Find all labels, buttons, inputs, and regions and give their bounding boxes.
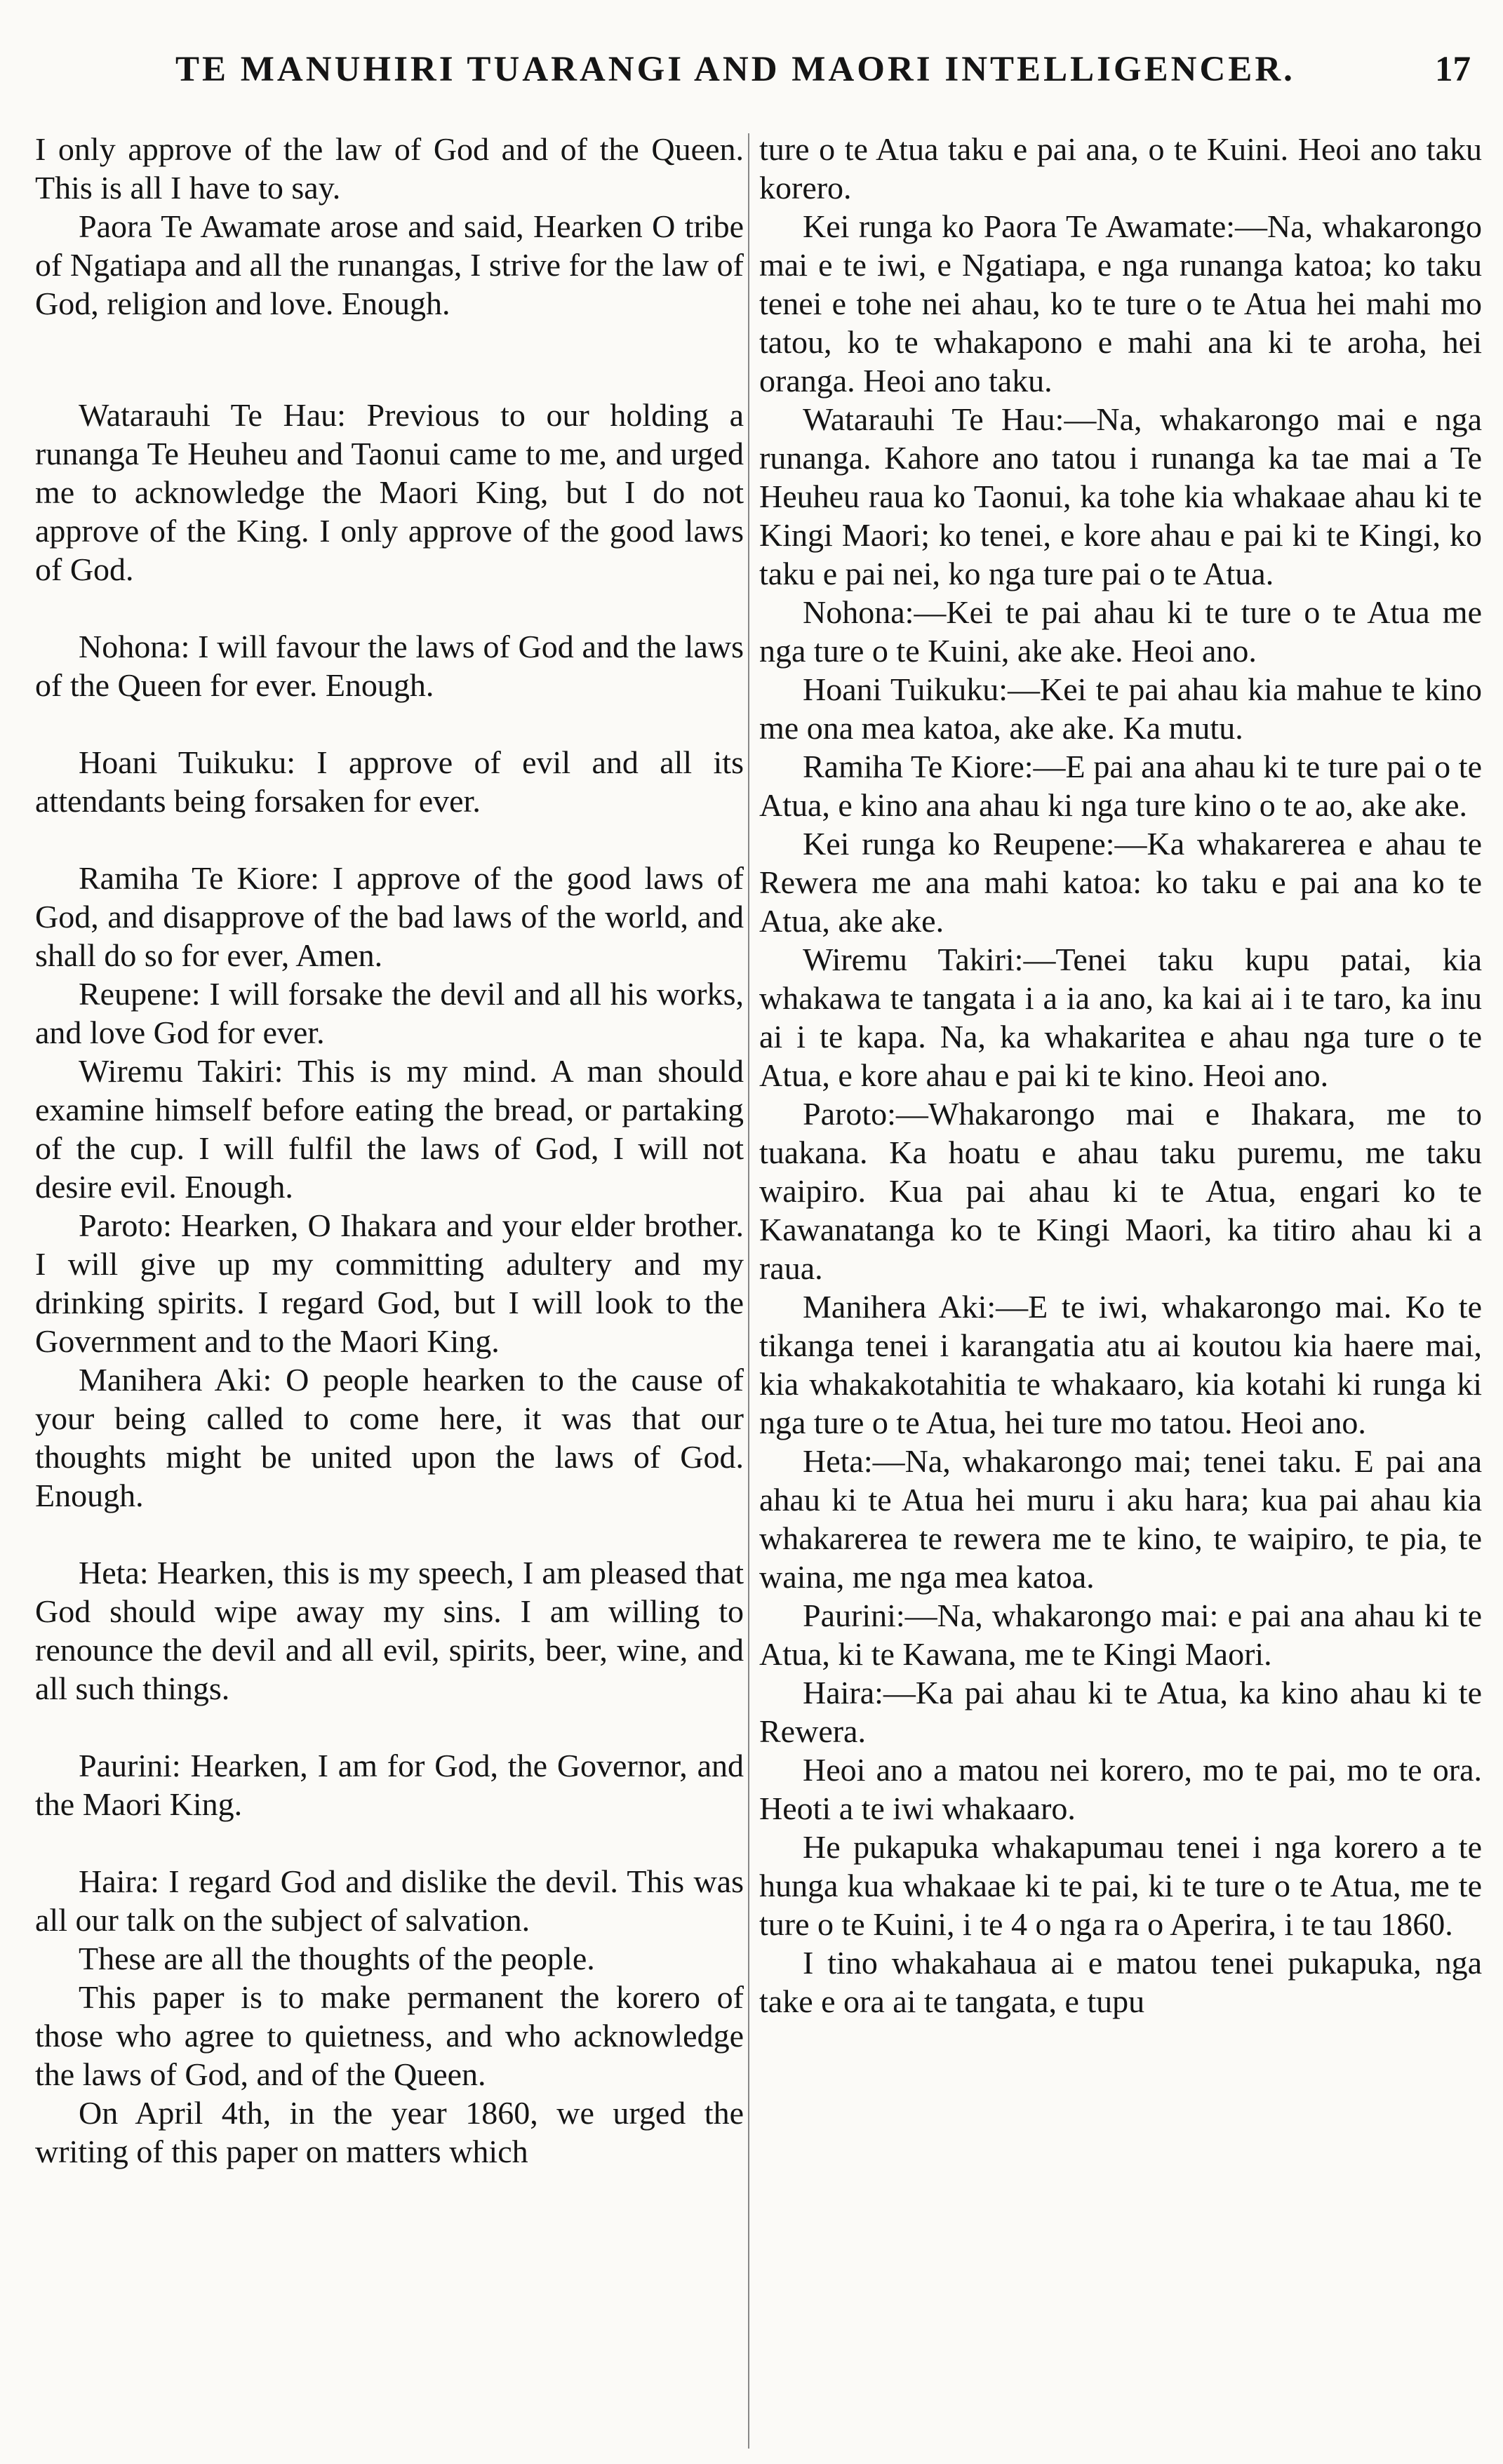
maori-paragraph: Kei runga ko Paora Te Awamate:—Na, whakarongo mai e te iwi, e Ngatiapa, e nga runanga katoa; ko taku tenei e tohe nei ahau, ko te ture o te Atua hei mahi mo tatou, ko te whakapono e mahi ana ki te aroha, hei oranga. Heoi ano taku.: [759, 208, 1482, 399]
english-paragraph: Heta: Hearken, this is my speech, I am pleased that God should wipe away my sins. I am willing to renounce the devil and all evil, spirits, beer, wine, and all such things.: [35, 1555, 744, 1706]
english-paragraph: Wiremu Takiri: This is my mind. A man should examine himself before eating the bread, or partaking of the cup. I will fulfil the laws of God, I will not desire evil. Enough.: [35, 1053, 744, 1205]
english-paragraph: I only approve of the law of God and of the Queen. This is all I have to say.: [35, 131, 744, 206]
english-paragraph: Watarauhi Te Hau: Previous to our holding a runanga Te Heuheu and Taonui came to me, and urged me to acknowledge the Maori King, but I do not approve of the King. I only approve of the good laws of God.: [35, 397, 744, 587]
english-paragraph: Ramiha Te Kiore: I approve of the good laws of God, and disapprove of the bad laws of the world, and shall do so for ever, Amen.: [35, 860, 744, 973]
maori-paragraph: I tino whakahaua ai e matou tenei pukapuka, nga take e ora ai te tangata, e tupu: [759, 1945, 1482, 2019]
page-number: 17: [1435, 50, 1471, 89]
english-paragraph: Haira: I regard God and dislike the devil. This was all our talk on the subject of salvation.: [35, 1863, 744, 1938]
english-column: [35, 130, 744, 2452]
running-header: [35, 21, 1478, 105]
maori-paragraph: Kei runga ko Reupene:—Ka whakarerea e ahau te Rewera me ana mahi katoa: ko taku e pai ana ko te Atua, ake ake.: [759, 826, 1482, 939]
english-paragraph: These are all the thoughts of the people.: [79, 1941, 595, 1976]
maori-paragraph: Hoani Tuikuku:—Kei te pai ahau kia mahue te kino me ona mea katoa, ake ake. Ka mutu.: [759, 671, 1482, 746]
english-paragraph: Manihera Aki: O people hearken to the cause of your being called to come here, it was that our thoughts might be united upon the laws of God. Enough.: [35, 1362, 744, 1513]
english-paragraph: Hoani Tuikuku: I approve of evil and all its attendants being forsaken for ever.: [35, 744, 744, 819]
maori-paragraph: ture o te Atua taku e pai ana, o te Kuini. Heoi ano taku korero.: [759, 131, 1482, 206]
maori-paragraph: Wiremu Takiri:—Tenei taku kupu patai, kia whakawa te tangata i a ia ano, ka kai ai i te taro, ka inu ai i te kapa. Na, ka whakaritea e ahau nga ture o te Atua, e kore ahau e pai ki te kino. Heoi ano.: [759, 942, 1482, 1093]
column-divider: [748, 133, 749, 2449]
english-paragraph: On April 4th, in the year 1860, we urged the writing of this paper on matters which: [35, 2095, 744, 2169]
maori-paragraph: Watarauhi Te Hau:—Na, whakarongo mai e nga runanga. Kahore ano tatou i runanga ka tae mai a Te Heuheu raua ko Taonui, ka tohe kia whakaae ahau ki te Kingi Maori; ko tenei, e kore ahau e pai ki te Kingi, ko taku e pai nei, ko nga ture pai o te Atua.: [759, 401, 1482, 591]
english-paragraph: This paper is to make permanent the korero of those who agree to quietness, and who acknowledge the laws of God, and of the Queen.: [35, 1979, 744, 2092]
maori-paragraph: Heoi ano a matou nei korero, mo te pai, mo te ora. Heoti a te iwi whakaaro.: [759, 1752, 1482, 1826]
maori-paragraph: Ramiha Te Kiore:—E pai ana ahau ki te ture pai o te Atua, e kino ana ahau ki nga ture kino o te ao, ake ake.: [759, 749, 1482, 823]
maori-paragraph: Paurini:—Na, whakarongo mai: e pai ana ahau ki te Atua, ki te Kawana, me te Kingi Maori.: [759, 1598, 1482, 1672]
english-paragraph: Paroto: Hearken, O Ihakara and your elder brother. I will give up my committing adultery and my drinking spirits. I regard God, but I will look to the Government and to the Maori King.: [35, 1207, 744, 1359]
maori-paragraph: Nohona:—Kei te pai ahau ki te ture o te Atua me nga ture o te Kuini, ake ake. Heoi ano.: [759, 594, 1482, 669]
maori-paragraph: Paroto:—Whakarongo mai e Ihakara, me to tuakana. Ka hoatu e ahau taku puremu, me taku waipiro. Kua pai ahau ki te Atua, engari ko te Kawanatanga ko te Kingi Maori, ka titiro ahau ki a raua.: [759, 1096, 1482, 1286]
english-paragraph: Reupene: I will forsake the devil and all his works, and love God for ever.: [35, 976, 744, 1050]
maori-paragraph: He pukapuka whakapumau tenei i nga korero a te hunga kua whakaae ki te pai, ki te ture o te Atua, me te ture o te Kuini, i te 4 o nga ra o Aperira, i te tau 1860.: [759, 1829, 1482, 1942]
english-paragraph: Paora Te Awamate arose and said, Hearken O tribe of Ngatiapa and all the runangas, I strive for the law of God, religion and love. Enough.: [35, 208, 744, 321]
english-paragraph: Paurini: Hearken, I am for God, the Governor, and the Maori King.: [35, 1748, 744, 1822]
maori-paragraph: Heta:—Na, whakarongo mai; tenei taku. E pai ana ahau ki te Atua hei muru i aku hara; kua pai ahau kia whakarerea te rewera me te kino, te waipiro, te pia, te waina, me nga mea katoa.: [759, 1443, 1482, 1595]
maori-column: [759, 130, 1482, 2452]
maori-paragraph: Manihera Aki:—E te iwi, whakarongo mai. Ko te tikanga tenei i karangatia atu ai koutou kia haere mai, kia whakakotahitia te whakaaro, kia kotahi ki runga ki nga ture o te Atua, hei ture mo tatou. Heoi ano.: [759, 1289, 1482, 1440]
maori-paragraph: Haira:—Ka pai ahau ki te Atua, ka kino ahau ki te Rewera.: [759, 1675, 1482, 1749]
page-title: TE MANUHIRI TUARANGI AND MAORI INTELLIGENCER.: [175, 50, 1295, 89]
english-paragraph: Nohona: I will favour the laws of God and the laws of the Queen for ever. Enough.: [35, 629, 744, 703]
